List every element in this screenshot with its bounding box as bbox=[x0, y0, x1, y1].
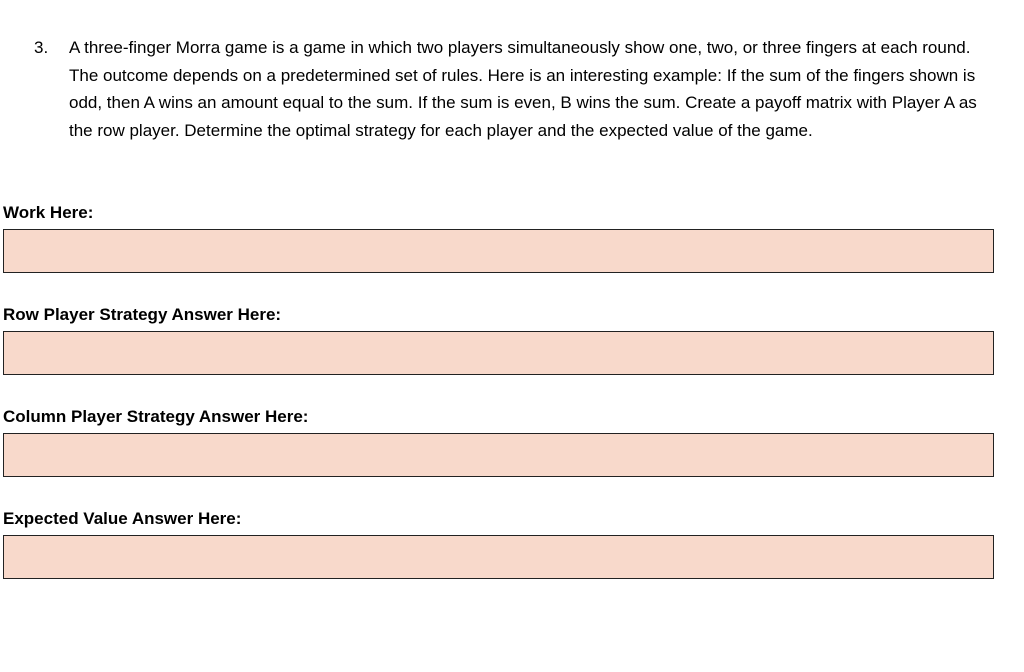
question-text: A three-finger Morra game is a game in which two players simultaneously show one, two, or three fingers at each round. The outcome depends on a predetermined set of rules. Here is an interesting example: If the sum of the fingers shown is odd, then A wins an amount equal to the sum. If the sum is even, B wins the sum. Create a payoff matrix with Player A as the row player. Determine the optimal strategy for each player and the expected value of the game. bbox=[69, 38, 977, 140]
row-strategy-label: Row Player Strategy Answer Here: bbox=[3, 305, 282, 324]
work-answer-field[interactable] bbox=[3, 229, 994, 273]
expected-value-answer-field[interactable] bbox=[3, 535, 994, 579]
question-item bbox=[34, 34, 1004, 144]
column-strategy-label: Column Player Strategy Answer Here: bbox=[3, 407, 309, 426]
expected-value-label: Expected Value Answer Here: bbox=[3, 509, 242, 528]
row-strategy-answer-field[interactable] bbox=[3, 331, 994, 375]
question-number: 3. bbox=[34, 38, 49, 57]
work-label: Work Here: bbox=[3, 203, 94, 222]
column-strategy-answer-field[interactable] bbox=[3, 433, 994, 477]
